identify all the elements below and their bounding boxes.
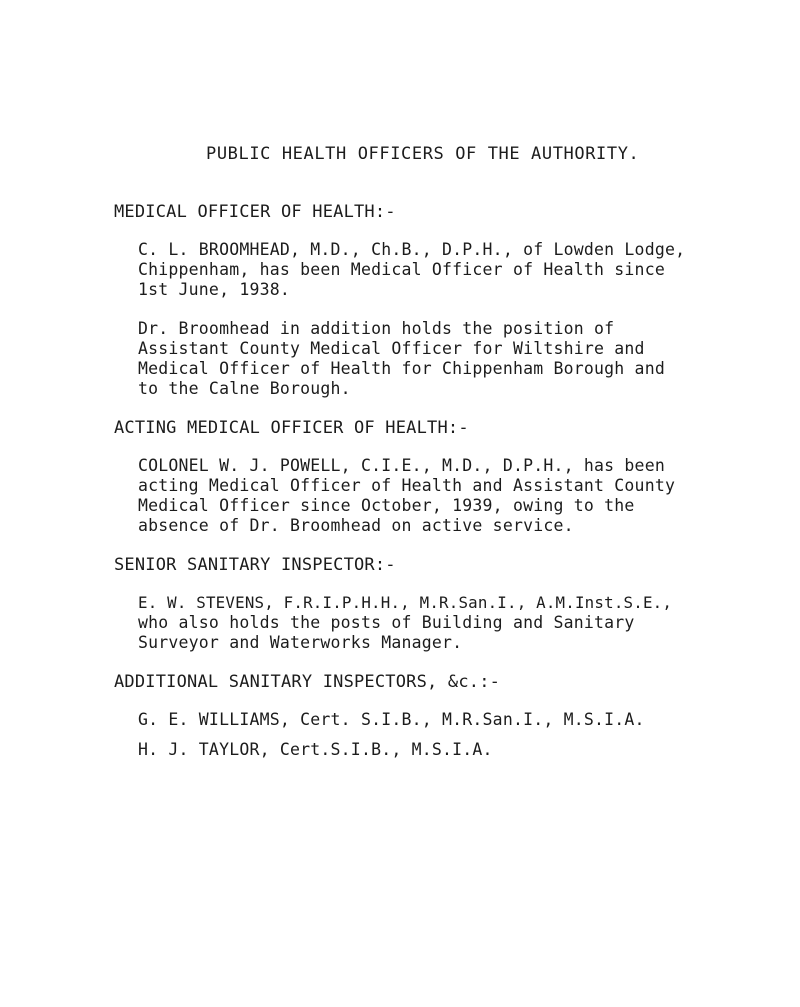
paragraph-line: Chippenham, has been Medical Officer of Health since [138,260,665,279]
paragraph-line: acting Medical Officer of Health and Assistant County [138,476,676,495]
paragraph-line: Medical Officer since October, 1939, owing to the [138,496,635,515]
paragraph-line: C. L. BROOMHEAD, M.D., Ch.B., D.P.H., of Lowden Lodge, [138,240,686,259]
paragraph-line: COLONEL W. J. POWELL, C.I.E., M.D., D.P.H., has been [138,456,665,475]
section-heading-senior-sanitary-inspector: SENIOR SANITARY INSPECTOR:- [114,555,396,575]
paragraph-line: Surveyor and Waterworks Manager. [138,633,463,652]
paragraph-line: Medical Officer of Health for Chippenham Borough and [138,359,665,378]
paragraph-line: Assistant County Medical Officer for Wiltshire and [138,339,645,358]
paragraph-line: G. E. WILLIAMS, Cert. S.I.B., M.R.San.I., M.S.I.A. [138,710,645,729]
paragraph-line: Dr. Broomhead in addition holds the position of [138,319,615,338]
paragraph-line: E. W. STEVENS, F.R.I.P.H.H., M.R.San.I., A.M.Inst.S.E., [138,593,673,612]
paragraph-line: to the Calne Borough. [138,379,351,398]
paragraph-line: absence of Dr. Broomhead on active service. [138,516,574,535]
paragraph-line: H. J. TAYLOR, Cert.S.I.B., M.S.I.A. [138,740,493,759]
section-heading-medical-officer: MEDICAL OFFICER OF HEALTH:- [114,202,396,222]
section-heading-additional-sanitary-inspectors: ADDITIONAL SANITARY INSPECTORS, &c.:- [114,672,501,692]
paragraph-line: 1st June, 1938. [138,280,291,299]
paragraph-line: who also holds the posts of Building and Sanitary [138,613,635,632]
page-title: PUBLIC HEALTH OFFICERS OF THE AUTHORITY. [206,144,640,164]
section-heading-acting-medical-officer: ACTING MEDICAL OFFICER OF HEALTH:- [114,418,469,438]
